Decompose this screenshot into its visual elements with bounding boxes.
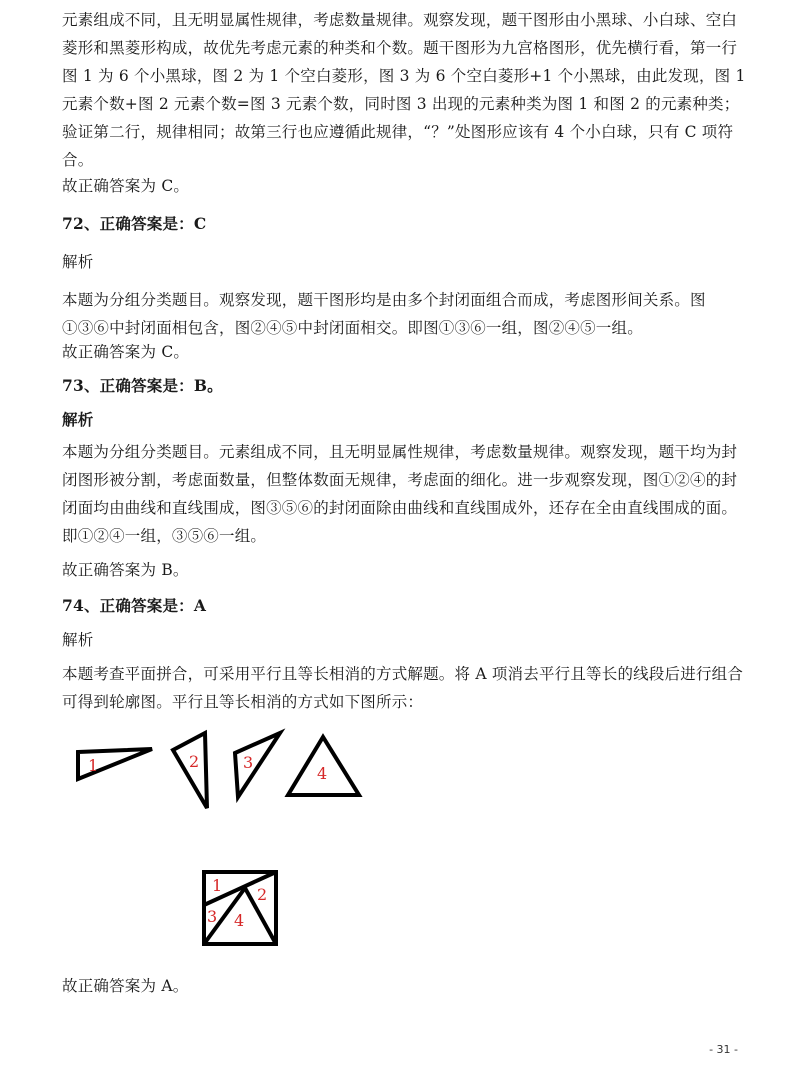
heading-text: 72、正确答案是：C	[62, 214, 207, 233]
piece-2-label: 2	[189, 752, 200, 771]
heading-text: 73、正确答案是：B。	[62, 376, 223, 395]
analysis-text: 本题考查平面拼合，可采用平行且等长相消的方式解题。将 A 项消去平行且等长的线段后进行组合可得到轮廓图。平行且等长相消的方式如下图所示：	[62, 665, 744, 711]
piece-3-label: 3	[243, 753, 254, 772]
analysis-text: 本题为分组分类题目。元素组成不同，且无明显属性规律，考虑数量规律。观察发现，题干均为封闭图形被分割，考虑面数量，但整体数面无规律，考虑面的细化。进一步观察发现，图①②④的封闭面均由曲线和直线围成，图③⑤⑥的封闭面除由曲线和直线围成外，还存在全由直线围成的面。即①②④一组，③⑤⑥一组。	[62, 443, 738, 545]
piece-4-label: 4	[317, 764, 328, 783]
analysis-text: 本题为分组分类题目。观察发现，题干图形均是由多个封闭面组合而成，考虑图形间关系。图①③⑥中封闭面相包含，图②④⑤中封闭面相交。即图①③⑥一组，图②④⑤一组。	[62, 291, 706, 337]
piece-1-label: 1	[88, 756, 99, 775]
analysis-label: 解析	[62, 253, 94, 271]
answer-text: 故正确答案为 C。	[62, 177, 190, 195]
paragraph-text: 元素组成不同，且无明显属性规律，考虑数量规律。观察发现，题干图形由小黑球、小白球、空白菱形和黑菱形构成，故优先考虑元素的种类和个数。题干图形为九宫格图形，优先横行看，第一行图 1 为 6 个小黑球，图 2 为 1 个空白菱形，图 3 为 6 个空白菱形+1 个小黑球，由此发现，图 1 元素个数+图 2 元素个数=图 3 元素个数，同时图 3 出现的元素种类为图 1 和图 2 的元素种类；验证第二行，规律相同；故第三行也应遵循此规律，“？”处图形应该有 4 个小白球，只有 C 项符合。	[62, 11, 746, 169]
piece-3-shape	[235, 733, 280, 797]
answer-text: 故正确答案为 B。	[62, 561, 189, 579]
square-label-2: 2	[257, 885, 268, 904]
square-label-1: 1	[212, 876, 223, 895]
square-label-4: 4	[234, 911, 245, 930]
answer-text: 故正确答案为 A。	[62, 977, 189, 995]
page-number: - 31 -	[709, 1043, 738, 1056]
heading-text: 74、正确答案是：A	[62, 596, 207, 615]
analysis-label: 解析	[62, 410, 94, 429]
analysis-label: 解析	[62, 631, 94, 649]
square-label-3: 3	[207, 907, 218, 926]
answer-text: 故正确答案为 C。	[62, 343, 190, 361]
